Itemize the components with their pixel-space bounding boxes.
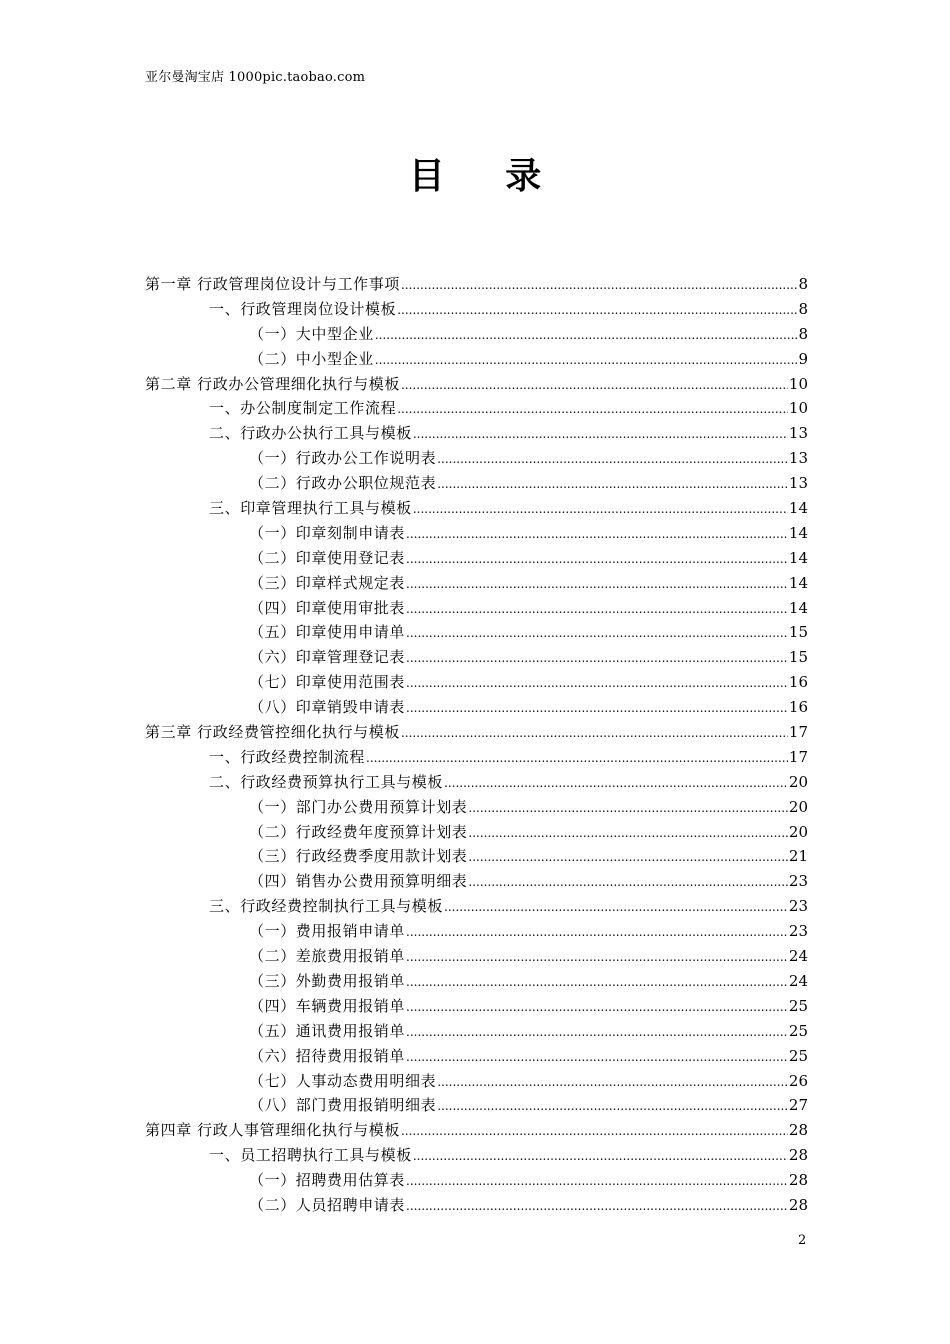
toc-leader-dots [406,922,788,940]
toc-entry[interactable] [145,970,808,995]
toc-entry-title: （二）差旅费用报销单 [249,947,406,966]
toc-entry[interactable] [145,1070,808,1095]
toc-leader-dots [406,1022,788,1040]
toc-entry-page: 8 [798,275,808,293]
toc-leader-dots [437,449,788,467]
toc-entry[interactable] [145,572,808,597]
toc-entry-page: 24 [788,947,808,966]
toc-entry-page: 21 [788,847,808,866]
toc-entry[interactable] [145,1094,808,1119]
toc-leader-dots [375,325,798,343]
page-number: 2 [798,1233,807,1248]
toc-entry[interactable] [145,1144,808,1169]
toc-entry-page: 14 [788,548,808,567]
toc-entry[interactable] [145,348,808,373]
toc-entry-title: （五）通讯费用报销单 [249,1021,406,1040]
toc-entry[interactable] [145,373,808,398]
toc-leader-dots [468,872,788,890]
toc-leader-dots [406,1171,788,1189]
toc-entry-page: 27 [788,1096,808,1115]
toc-title: 目 录 [408,155,566,197]
toc-entry-page: 9 [798,349,808,368]
toc-entry-title: （七）人事动态费用明细表 [249,1071,437,1090]
toc-entry[interactable] [145,870,808,895]
toc-entry-title: （三）外勤费用报销单 [249,971,406,990]
toc-entry-title: 一、行政管理岗位设计模板 [209,299,397,318]
toc-leader-dots [413,499,788,517]
toc-entry-title: 第三章 行政经费管控细化执行与模板 [145,723,400,742]
toc-entry-title: （一）行政办公工作说明表 [249,449,437,468]
toc-entry-page: 16 [788,698,808,717]
toc-entry-page: 15 [788,623,808,642]
table-of-contents [145,273,808,1219]
toc-leader-dots [406,574,788,592]
toc-entry-title: （三）行政经费季度用款计划表 [249,847,468,866]
toc-entry[interactable] [145,821,808,846]
toc-entry-page: 17 [788,747,808,766]
toc-entry[interactable] [145,621,808,646]
toc-leader-dots [413,1146,788,1164]
toc-entry[interactable] [145,945,808,970]
toc-entry-title: （三）印章样式规定表 [249,573,406,592]
toc-entry-page: 13 [788,449,808,468]
toc-entry-page: 28 [788,1171,808,1190]
toc-leader-dots [406,947,788,965]
toc-entry-title: （六）招待费用报销单 [249,1046,406,1065]
toc-entry-title: 一、行政经费控制流程 [209,747,366,766]
toc-entry-title: （二）行政办公职位规范表 [249,474,437,493]
toc-leader-dots [366,748,788,766]
toc-entry[interactable] [145,796,808,821]
toc-entry-page: 14 [788,499,808,518]
toc-entry-title: （八）部门费用报销明细表 [249,1096,437,1115]
toc-entry-title: （一）部门办公费用预算计划表 [249,797,468,816]
toc-entry[interactable] [145,472,808,497]
toc-leader-dots [406,599,788,617]
toc-entry[interactable] [145,397,808,422]
toc-entry[interactable] [145,696,808,721]
toc-entry-title: 二、行政经费预算执行工具与模板 [209,772,444,791]
toc-entry-page: 23 [788,872,808,891]
toc-entry-page: 20 [788,772,808,791]
toc-entry-page: 20 [788,822,808,841]
toc-leader-dots [468,847,788,865]
toc-entry-title: （六）印章管理登记表 [249,648,406,667]
toc-entry-page: 28 [788,1121,808,1140]
toc-entry-title: （二）印章使用登记表 [249,548,406,567]
toc-entry-title: （一）招聘费用估算表 [249,1171,406,1190]
toc-entry[interactable] [145,845,808,870]
toc-leader-dots [406,524,788,542]
toc-entry-page: 10 [788,399,808,418]
toc-leader-dots [406,1196,788,1214]
toc-leader-dots [401,375,788,393]
toc-entry[interactable] [145,497,808,522]
toc-leader-dots [437,1096,788,1114]
toc-entry[interactable] [145,995,808,1020]
toc-entry[interactable] [145,920,808,945]
toc-entry[interactable] [145,671,808,696]
toc-entry-title: （一）印章刻制申请表 [249,523,406,542]
toc-entry-title: 第四章 行政人事管理细化执行与模板 [145,1121,400,1140]
toc-leader-dots [401,275,797,293]
toc-entry-page: 14 [788,573,808,592]
toc-leader-dots [437,474,788,492]
toc-leader-dots [397,300,797,318]
toc-leader-dots [406,997,788,1015]
toc-leader-dots [397,399,788,417]
toc-entry-page: 16 [788,673,808,692]
toc-entry-page: 25 [788,996,808,1015]
toc-entry[interactable] [145,721,808,746]
toc-entry-title: 一、员工招聘执行工具与模板 [209,1146,412,1165]
toc-entry[interactable] [145,273,808,298]
toc-entry-page: 13 [788,424,808,443]
toc-leader-dots [401,1121,788,1139]
toc-leader-dots [413,424,788,442]
toc-entry-page: 25 [788,1046,808,1065]
toc-entry-title: （二）人员招聘申请表 [249,1195,406,1214]
toc-leader-dots [406,673,788,691]
toc-entry[interactable] [145,771,808,796]
toc-entry-title: （八）印章销毁申请表 [249,698,406,717]
toc-entry-title: （一）大中型企业 [249,324,374,343]
toc-entry-title: 第一章 行政管理岗位设计与工作事项 [145,275,400,293]
toc-leader-dots [437,1072,788,1090]
toc-entry-title: （一）费用报销申请单 [249,922,406,941]
toc-entry[interactable] [145,547,808,572]
toc-leader-dots [401,723,788,741]
toc-leader-dots [406,648,788,666]
page-header: 亚尔曼淘宝店 1000pic.taobao.com [145,70,366,85]
toc-entry-page: 10 [788,374,808,393]
toc-leader-dots [406,972,788,990]
toc-entry-page: 26 [788,1071,808,1090]
toc-leader-dots [406,698,788,716]
toc-leader-dots [468,823,788,841]
toc-entry-title: （五）印章使用申请单 [249,623,406,642]
toc-leader-dots [468,798,788,816]
toc-entry-page: 23 [788,897,808,916]
toc-entry-page: 28 [788,1195,808,1214]
toc-entry-page: 17 [788,723,808,742]
toc-entry[interactable] [145,1020,808,1045]
toc-leader-dots [444,773,788,791]
toc-entry-page: 8 [798,324,808,343]
toc-entry-page: 25 [788,1021,808,1040]
toc-entry[interactable] [145,1194,808,1219]
toc-entry-title: 三、行政经费控制执行工具与模板 [209,897,444,916]
toc-leader-dots [375,350,798,368]
toc-entry-title: 二、行政办公执行工具与模板 [209,424,412,443]
toc-entry[interactable] [145,522,808,547]
toc-entry-title: （二）中小型企业 [249,349,374,368]
toc-entry-page: 23 [788,922,808,941]
toc-leader-dots [406,549,788,567]
toc-entry-title: （四）车辆费用报销单 [249,996,406,1015]
toc-entry[interactable] [145,422,808,447]
toc-entry-page: 15 [788,648,808,667]
toc-entry-title: 三、印章管理执行工具与模板 [209,499,412,518]
toc-leader-dots [406,1047,788,1065]
toc-entry-title: （四）销售办公费用预算明细表 [249,872,468,891]
toc-entry[interactable] [145,1119,808,1144]
toc-entry[interactable] [145,1045,808,1070]
toc-entry[interactable] [145,746,808,771]
toc-entry-page: 24 [788,971,808,990]
toc-entry[interactable] [145,298,808,323]
toc-entry-title: （二）行政经费年度预算计划表 [249,822,468,841]
toc-entry[interactable] [145,895,808,920]
toc-entry-title: 第二章 行政办公管理细化执行与模板 [145,374,400,393]
toc-entry-page: 20 [788,797,808,816]
toc-entry[interactable] [145,646,808,671]
toc-entry-page: 28 [788,1146,808,1165]
toc-entry[interactable] [145,447,808,472]
toc-entry-page: 14 [788,598,808,617]
toc-entry-page: 8 [798,299,808,318]
toc-entry-title: （七）印章使用范围表 [249,673,406,692]
toc-entry-page: 13 [788,474,808,493]
toc-entry-title: 一、办公制度制定工作流程 [209,399,397,418]
toc-entry[interactable] [145,323,808,348]
toc-entry-title: （四）印章使用审批表 [249,598,406,617]
toc-leader-dots [444,897,788,915]
toc-entry[interactable] [145,597,808,622]
toc-entry[interactable] [145,1169,808,1194]
toc-entry-page: 14 [788,523,808,542]
toc-leader-dots [406,623,788,641]
